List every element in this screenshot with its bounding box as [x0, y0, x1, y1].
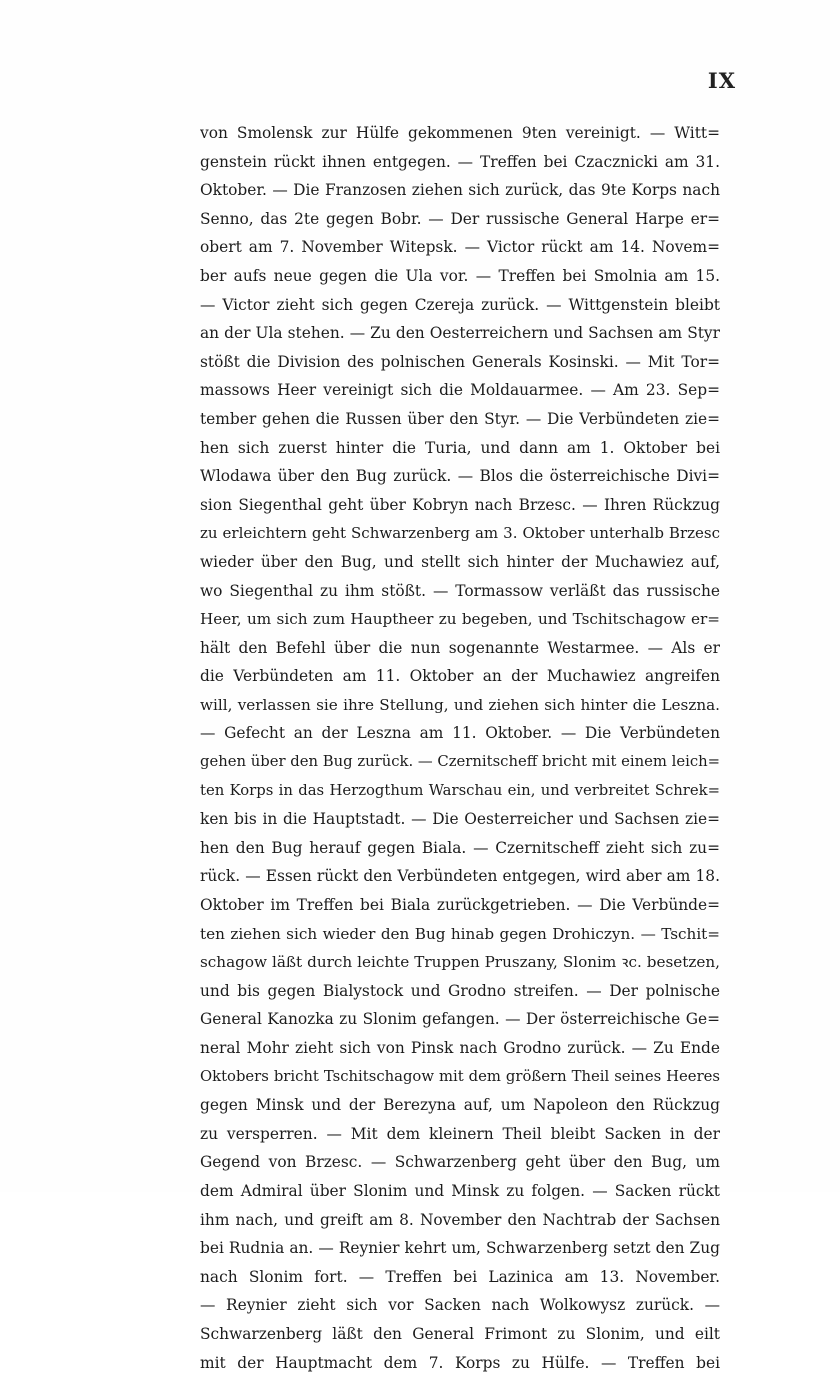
text-line: mit der Hauptmacht dem 7. Korps zu Hülfe. — Treffen bei — [200, 1353, 720, 1372]
text-line: nach Slonim fort. — Treffen bei Lazinica am 13. November. — [200, 1267, 720, 1286]
text-line: zu versperren. — Mit dem kleinern Theil bleibt Sacken in der — [200, 1124, 720, 1143]
text-line: will, verlassen sie ihre Stellung, und ziehen sich hinter die Leszna. — [200, 695, 720, 714]
text-line: die Verbündeten am 11. Oktober an der Muchawiez angreifen — [200, 667, 720, 686]
text-line: — Victor zieht sich gegen Czereja zurück. — Wittgenstein bleibt — [200, 295, 720, 314]
text-line: wo Siegenthal zu ihm stößt. — Tormassow verläßt das russische — [200, 581, 720, 600]
text-line: tember gehen die Russen über den Styr. — Die Verbündeten zie= — [200, 409, 720, 428]
text-line: Wlodawa über den Bug zurück. — Blos die österreichische Divi= — [200, 467, 720, 486]
text-line: bei Rudnia an. — Reynier kehrt um, Schwarzenberg setzt den Zug — [200, 1239, 720, 1258]
body-text — [200, 119, 720, 1377]
text-line: von Smolensk zur Hülfe gekommenen 9ten vereinigt. — Witt= — [200, 124, 720, 142]
text-line: Oktobers bricht Tschitschagow mit dem größern Theil seines Heeres — [200, 1067, 720, 1085]
text-line: zu erleichtern geht Schwarzenberg am 3. Oktober unterhalb Brzesc — [200, 524, 720, 543]
text-line: und bis gegen Bialystock und Grodno streifen. — Der polnische — [200, 981, 720, 1000]
text-line: General Kanozka zu Slonim gefangen. — Der österreichische Ge= — [200, 1010, 720, 1029]
text-line: neral Mohr zieht sich von Pinsk nach Grodno zurück. — Zu Ende — [200, 1039, 720, 1057]
text-line: ihm nach, und greift am 8. November den Nachtrab der Sachsen — [200, 1210, 720, 1229]
text-line: massows Heer vereinigt sich die Moldauarmee. — Am 23. Sep= — [200, 381, 720, 400]
text-line: Oktober. — Die Franzosen ziehen sich zurück, das 9te Korps nach — [200, 181, 720, 200]
text-line: schagow läßt durch leichte Truppen Pruszany, Slonim ꝛc. besetzen, — [200, 953, 720, 972]
text-line: rück. — Essen rückt den Verbündeten entgegen, wird aber am 18. — [200, 867, 720, 886]
text-line: gegen Minsk und der Berezyna auf, um Napoleon den Rückzug — [200, 1096, 720, 1115]
text-line: gehen über den Bug zurück. — Czernitscheff bricht mit einem leich= — [200, 753, 720, 771]
text-line: ten ziehen sich wieder den Bug hinab gegen Drohiczyn. — Tschit= — [200, 924, 720, 943]
text-line: ken bis in die Hauptstadt. — Die Oesterreicher und Sachsen zie= — [200, 810, 720, 829]
text-line: Senno, das 2te gegen Bobr. — Der russische General Harpe er= — [200, 209, 720, 228]
text-line: Schwarzenberg läßt den General Frimont zu Slonim, und eilt — [200, 1324, 720, 1343]
page-number: IX — [707, 68, 736, 93]
text-line: Oktober im Treffen bei Biala zurückgetrieben. — Die Verbünde= — [200, 896, 720, 915]
text-line: hen sich zuerst hinter die Turia, und dann am 1. Oktober bei — [200, 438, 720, 457]
text-line: Gegend von Brzesc. — Schwarzenberg geht über den Bug, um — [200, 1153, 720, 1172]
text-line: dem Admiral über Slonim und Minsk zu folgen. — Sacken rückt — [200, 1181, 720, 1200]
text-line: hen den Bug herauf gegen Biala. — Czernitscheff zieht sich zu= — [200, 838, 720, 857]
text-line: hält den Befehl über die nun sogenannte Westarmee. — Als er — [200, 638, 720, 657]
text-line: — Gefecht an der Leszna am 11. Oktober. — Die Verbündeten — [200, 724, 720, 743]
text-line: Heer, um sich zum Hauptheer zu begeben, und Tschitschagow er= — [200, 610, 720, 629]
text-line: obert am 7. November Witepsk. — Victor rückt am 14. Novem= — [200, 238, 720, 257]
text-line: ber aufs neue gegen die Ula vor. — Treffen bei Smolnia am 15. — [200, 266, 720, 285]
text-line: an der Ula stehen. — Zu den Oesterreichern und Sachsen am Styr — [200, 324, 720, 343]
text-line: — Reynier zieht sich vor Sacken nach Wolkowysz zurück. — — [200, 1296, 720, 1315]
text-line: wieder über den Bug, und stellt sich hinter der Muchawiez auf, — [200, 552, 720, 571]
text-line: sion Siegenthal geht über Kobryn nach Brzesc. — Ihren Rückzug — [200, 495, 720, 514]
text-line: ten Korps in das Herzogthum Warschau ein, und verbreitet Schrek= — [200, 781, 720, 799]
text-line: genstein rückt ihnen entgegen. — Treffen bei Czacznicki am 31. — [200, 152, 720, 171]
text-line: stößt die Division des polnischen Generals Kosinski. — Mit Tor= — [200, 352, 720, 371]
